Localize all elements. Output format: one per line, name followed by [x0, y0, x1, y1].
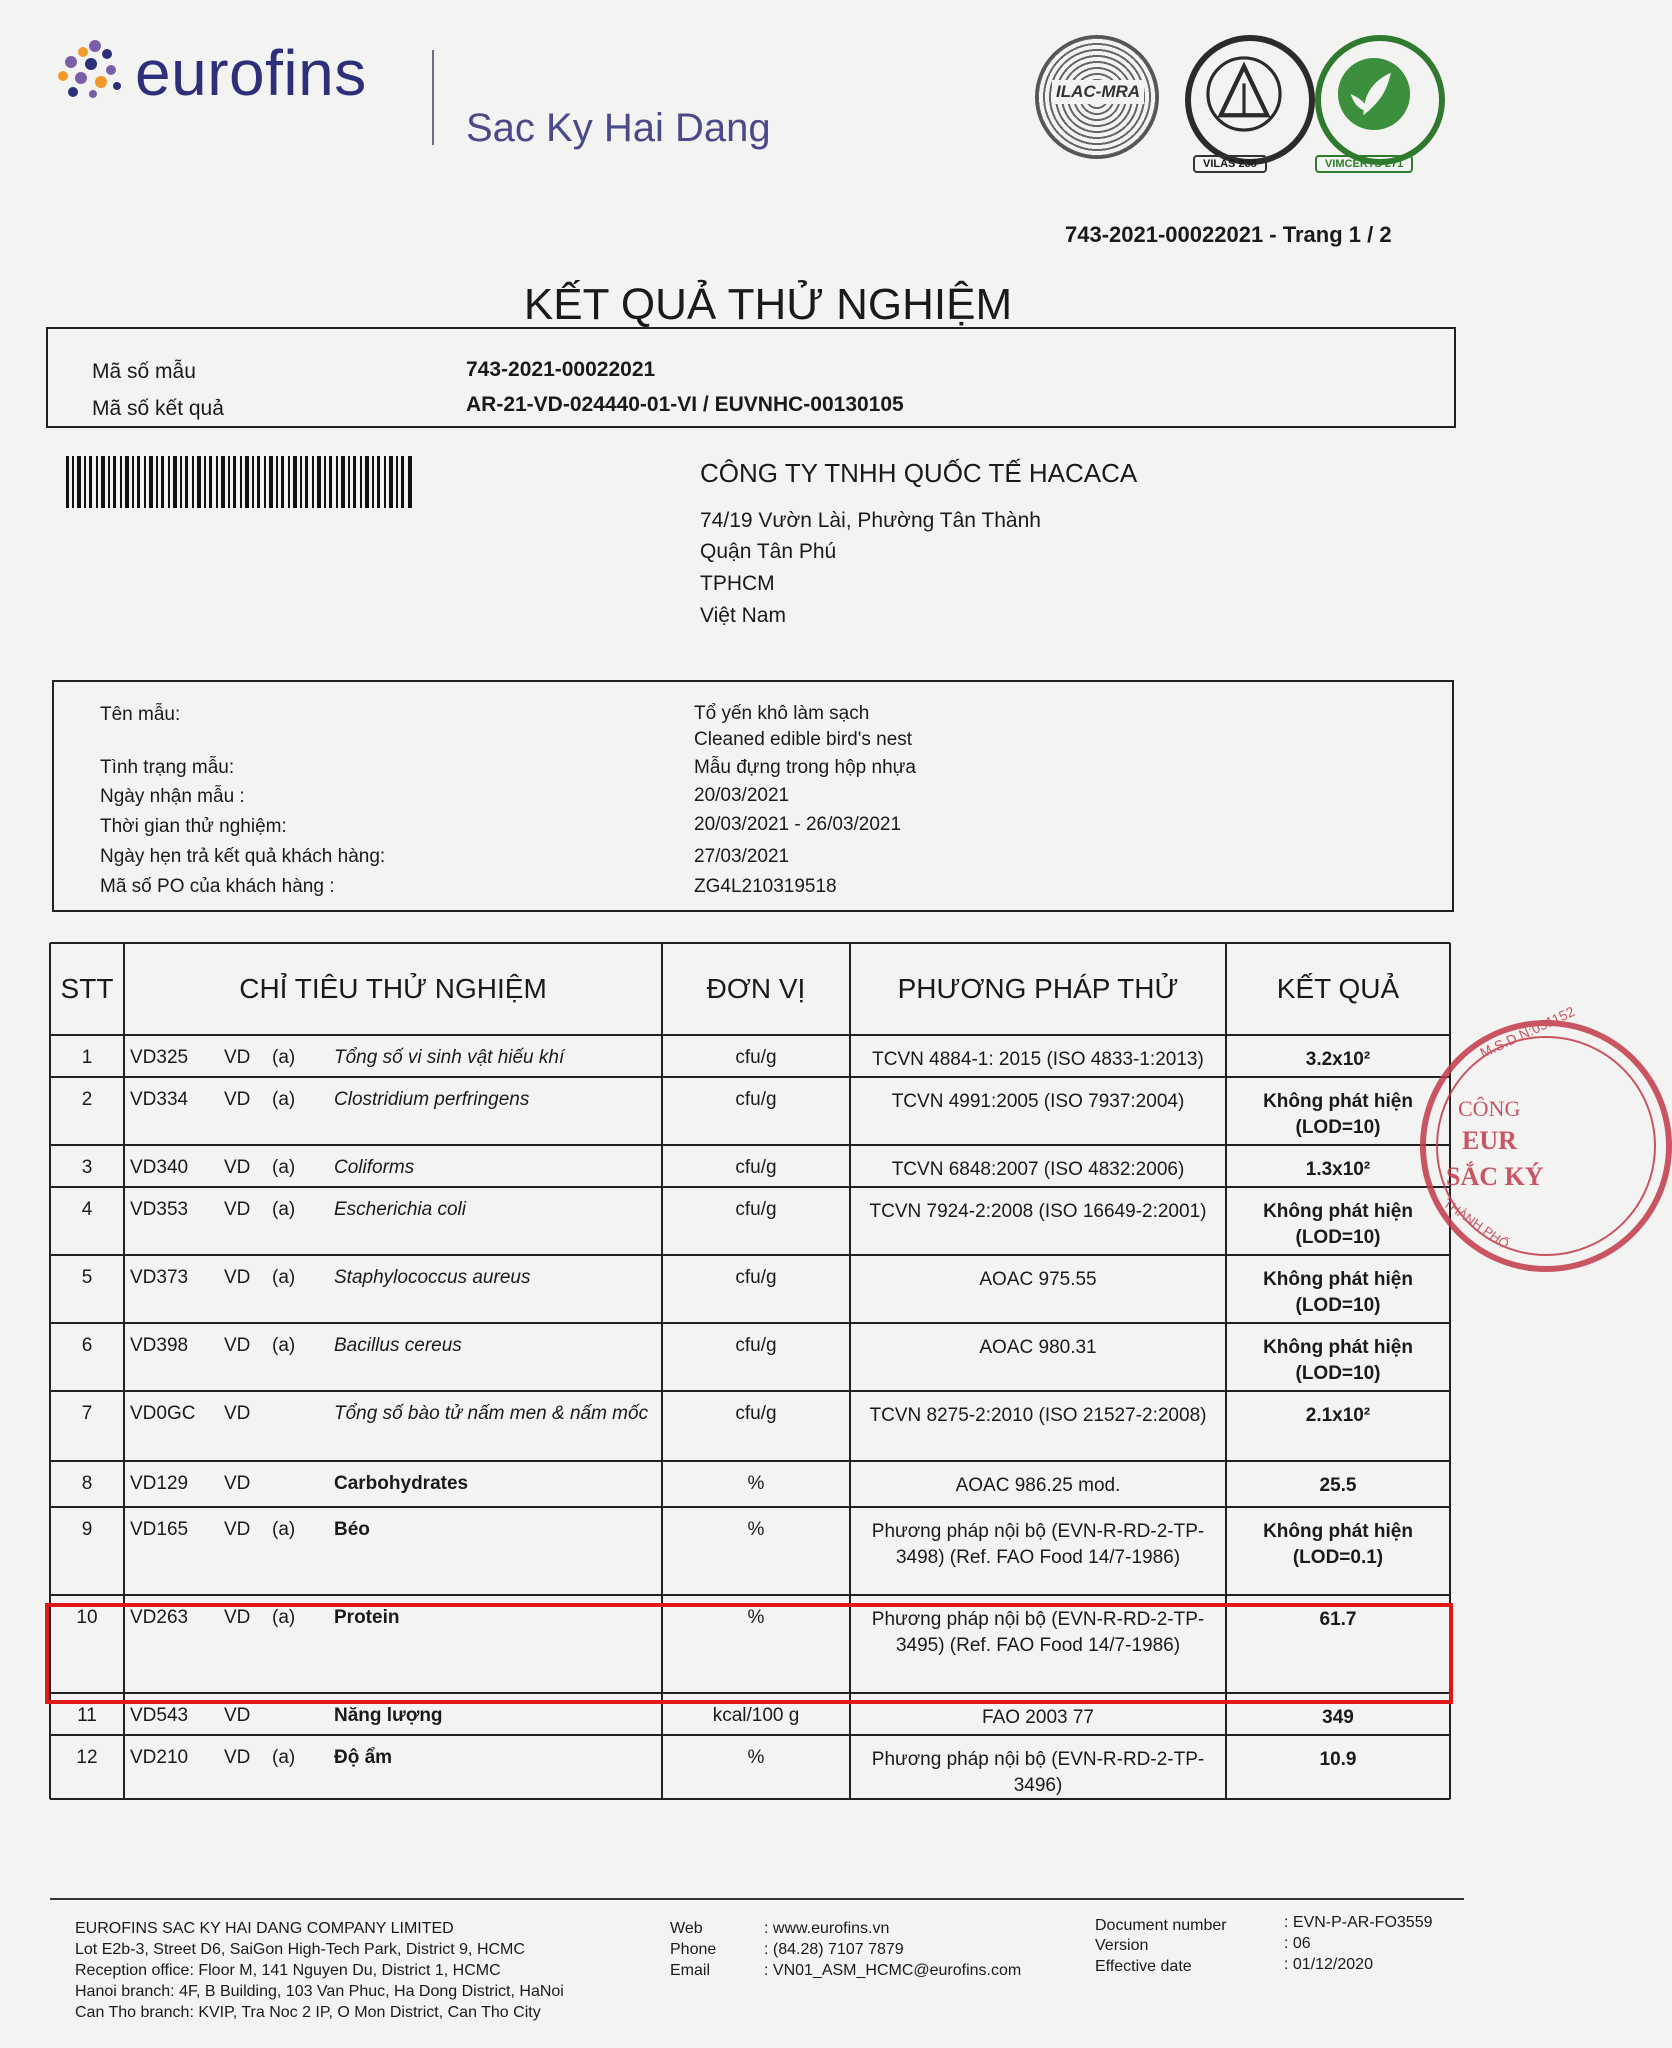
column-header: ĐƠN VỊ: [706, 973, 806, 1004]
barcode-icon: [66, 456, 414, 508]
row-result: Không phát hiện (LOD=10): [1263, 1337, 1413, 1384]
row-method: TCVN 6848:2007 (ISO 4832:2006): [891, 1159, 1185, 1180]
row-method: TCVN 7924-2:2008 (ISO 16649-2:2001): [869, 1201, 1207, 1222]
brand-name: eurofins: [135, 37, 367, 109]
sample-code: 743-2021-00022021: [466, 358, 656, 381]
row-accreditation: [272, 1705, 312, 1735]
header-divider: [432, 50, 434, 145]
row-stt: 2: [81, 1089, 93, 1110]
received-date-label: Ngày nhận mẫu :: [100, 786, 245, 807]
row-accreditation: (a): [272, 1199, 296, 1220]
row-test-name: Năng lượng: [334, 1705, 443, 1726]
row-stt: 8: [81, 1473, 93, 1494]
row-unit: %: [747, 1519, 765, 1540]
row-code: VD0GC: [130, 1403, 196, 1424]
row-result: Không phát hiện (LOD=10): [1263, 1201, 1413, 1248]
row-stt: 4: [81, 1199, 93, 1220]
row-result: 25.5: [1319, 1475, 1357, 1496]
stamp-ring-text: M.S.D.N:031152: [1477, 1003, 1578, 1061]
ilac-mra-text: ILAC-MRA: [1052, 80, 1144, 104]
test-time: 20/03/2021 - 26/03/2021: [694, 814, 902, 835]
email-link[interactable]: : VN01_ASM_HCMC@eurofins.com: [764, 1962, 1022, 1979]
row-unit: kcal/100 g: [712, 1705, 800, 1726]
leaf-icon: [1321, 41, 1427, 147]
sample-name-en: Cleaned edible bird's nest: [694, 729, 913, 750]
row-code: VD398: [130, 1335, 189, 1356]
due-date-label: Ngày hẹn trả kết quả khách hàng:: [100, 846, 386, 867]
row-result: 10.9: [1319, 1749, 1357, 1770]
brand-subtitle: Sac Ky Hai Dang: [466, 106, 771, 150]
footer-address-2: Reception office: Floor M, 141 Nguyen Du, District 1, HCMC: [75, 1962, 501, 1979]
client-address-2: Quận Tân Phú: [700, 540, 837, 563]
row-stt: 9: [81, 1519, 93, 1540]
row-code: VD165: [130, 1519, 189, 1540]
version-label: Version: [1095, 1937, 1149, 1954]
row-test-name: Coliforms: [334, 1157, 415, 1178]
column-header: STT: [60, 973, 114, 1004]
po-number: ZG4L210319518: [694, 876, 837, 897]
row-test-name: Clostridium perfringens: [334, 1089, 530, 1110]
row-test-name: Escherichia coli: [334, 1199, 466, 1220]
stamp-line2: EUR: [1462, 1126, 1517, 1155]
row-test-name: Protein: [334, 1607, 400, 1628]
result-code: AR-21-VD-024440-01-VI / EUVNHC-00130105: [466, 393, 904, 416]
row-test-name: Staphylococcus aureus: [334, 1267, 531, 1288]
row-unit: cfu/g: [735, 1335, 777, 1356]
effective-label: Effective date: [1095, 1958, 1192, 1975]
row-lab: VD: [224, 1473, 251, 1494]
row-lab: VD: [224, 1403, 251, 1424]
row-accreditation: (a): [272, 1335, 296, 1356]
row-method: TCVN 8275-2:2010 (ISO 21527-2:2008): [869, 1405, 1207, 1426]
row-code: VD543: [130, 1705, 189, 1726]
row-lab: VD: [224, 1747, 251, 1768]
received-date: 20/03/2021: [694, 785, 790, 806]
footer-address-4: Can Tho branch: KVIP, Tra Noc 2 IP, O Mon District, Can Tho City: [75, 2004, 541, 2021]
due-date: 27/03/2021: [694, 846, 790, 867]
row-stt: 1: [81, 1047, 93, 1068]
row-method: TCVN 4991:2005 (ISO 7937:2004): [891, 1091, 1185, 1112]
row-method: FAO 2003 77: [982, 1707, 1094, 1728]
web-link[interactable]: : www.eurofins.vn: [764, 1920, 890, 1937]
row-stt: 7: [81, 1403, 93, 1424]
boa-seal-icon: [1185, 35, 1315, 165]
row-result: 349: [1322, 1707, 1354, 1728]
row-lab: VD: [224, 1267, 251, 1288]
row-lab: VD: [224, 1607, 251, 1628]
row-test-name: Bacillus cereus: [334, 1335, 462, 1356]
row-test-name: Tổng số vi sinh vật hiếu khí: [334, 1047, 565, 1068]
version-value: : 06: [1284, 1935, 1311, 1952]
row-unit: cfu/g: [735, 1089, 777, 1110]
client-address-1: 74/19 Vườn Lài, Phường Tân Thành: [700, 509, 1041, 532]
row-stt: 3: [81, 1157, 93, 1178]
footer-company: EUROFINS SAC KY HAI DANG COMPANY LIMITED: [75, 1920, 454, 1937]
row-accreditation: (a): [272, 1267, 296, 1288]
row-stt: 10: [76, 1607, 98, 1628]
ilac-mra-seal-icon: [1035, 35, 1159, 159]
row-accreditation: (a): [272, 1157, 296, 1178]
row-result: Không phát hiện (LOD=10): [1263, 1269, 1413, 1316]
row-unit: cfu/g: [735, 1267, 777, 1288]
email-label: Email: [670, 1962, 711, 1979]
row-method: AOAC 980.31: [979, 1337, 1097, 1358]
row-method: Phương pháp nội bộ (EVN-R-RD-2-TP-3498) (Ref. FAO Food 14/7-1986): [871, 1521, 1205, 1568]
row-unit: %: [747, 1607, 765, 1628]
stamp-line1: CÔNG: [1458, 1096, 1521, 1121]
footer-divider: [50, 1898, 1464, 1900]
row-unit: %: [747, 1473, 765, 1494]
footer-address-3: Hanoi branch: 4F, B Building, 103 Van Phuc, Ha Dong District, HaNoi: [75, 1983, 564, 2000]
row-code: VD325: [130, 1047, 189, 1068]
page-title: KẾT QUẢ THỬ NGHIỆM: [523, 280, 1013, 329]
vimcerts-tag: VIMCERTS 271: [1315, 155, 1413, 173]
row-stt: 11: [77, 1705, 97, 1726]
eurofins-dots-icon: [55, 38, 125, 98]
row-accreditation: (a): [272, 1607, 296, 1628]
row-result: Không phát hiện (LOD=0.1): [1263, 1521, 1413, 1568]
row-method: AOAC 975.55: [979, 1269, 1097, 1290]
highlight-protein-row: [45, 1603, 1453, 1704]
sample-name-vi: Tổ yến khô làm sạch: [694, 703, 870, 724]
row-accreditation: [272, 1403, 312, 1461]
sample-status: Mẫu đựng trong hộp nhựa: [694, 757, 916, 778]
row-method: Phương pháp nội bộ (EVN-R-RD-2-TP-3496): [871, 1749, 1205, 1796]
row-accreditation: (a): [272, 1047, 296, 1068]
row-method: Phương pháp nội bộ (EVN-R-RD-2-TP-3495) (Ref. FAO Food 14/7-1986): [871, 1609, 1205, 1656]
row-method: AOAC 986.25 mod.: [955, 1475, 1121, 1496]
effective-value: : 01/12/2020: [1284, 1956, 1373, 1973]
row-result: 3.2x10²: [1305, 1049, 1371, 1070]
row-lab: VD: [224, 1157, 251, 1178]
row-unit: cfu/g: [735, 1199, 777, 1220]
test-time-label: Thời gian thử nghiệm:: [100, 816, 287, 837]
row-stt: 6: [81, 1335, 93, 1356]
row-code: VD129: [130, 1473, 189, 1494]
row-code: VD210: [130, 1747, 189, 1768]
client-city: TPHCM: [700, 572, 775, 595]
row-accreditation: (a): [272, 1519, 296, 1540]
row-result: Không phát hiện (LOD=10): [1263, 1091, 1413, 1138]
docnum-label: Document number: [1095, 1917, 1227, 1934]
column-header: PHƯƠNG PHÁP THỬ: [897, 973, 1179, 1004]
footer-address-1: Lot E2b-3, Street D6, SaiGon High-Tech Park, District 9, HCMC: [75, 1941, 525, 1958]
row-result: 2.1x10²: [1305, 1405, 1371, 1426]
row-code: VD340: [130, 1157, 189, 1178]
row-lab: VD: [224, 1519, 251, 1540]
vilas-tag: VILAS 238: [1193, 155, 1267, 173]
row-lab: VD: [224, 1335, 251, 1356]
docnum-value: : EVN-P-AR-FO3559: [1284, 1914, 1433, 1931]
stamp-line3: SẮC KÝ: [1446, 1162, 1544, 1191]
phone-value: : (84.28) 7107 7879: [764, 1941, 904, 1958]
web-label: Web: [670, 1920, 703, 1937]
row-stt: 12: [76, 1747, 98, 1768]
row-accreditation: (a): [272, 1089, 296, 1110]
vimcerts-seal-icon: [1315, 35, 1445, 165]
row-stt: 5: [81, 1267, 93, 1288]
stamp-ring-text-2: THÀNH PHỐ: [1440, 1195, 1512, 1252]
row-lab: VD: [224, 1199, 251, 1220]
row-result: 61.7: [1319, 1609, 1357, 1630]
row-unit: cfu/g: [735, 1047, 777, 1068]
row-lab: VD: [224, 1047, 251, 1068]
row-lab: VD: [224, 1089, 251, 1110]
sample-status-label: Tình trạng mẫu:: [100, 757, 235, 778]
row-result: 1.3x10²: [1305, 1159, 1371, 1180]
sample-name-label: Tên mẫu:: [100, 704, 181, 725]
column-header: KẾT QUẢ: [1276, 973, 1400, 1004]
document-reference: 743-2021-00022021 - Trang 1 / 2: [1065, 222, 1392, 247]
eurofins-logo: [55, 32, 415, 112]
client-name: CÔNG TY TNHH QUỐC TẾ HACACA: [700, 458, 1138, 488]
row-unit: cfu/g: [735, 1403, 777, 1424]
row-test-name: Tổng số bào tử nấm men & nấm mốc: [334, 1403, 649, 1424]
row-code: VD334: [130, 1089, 189, 1110]
row-unit: cfu/g: [735, 1157, 777, 1178]
phone-label: Phone: [670, 1941, 717, 1958]
column-header: CHỈ TIÊU THỬ NGHIỆM: [239, 973, 547, 1004]
result-code-label: Mã số kết quả: [92, 397, 224, 420]
row-method: TCVN 4884-1: 2015 (ISO 4833-1:2013): [872, 1049, 1204, 1070]
row-accreditation: (a): [272, 1747, 296, 1768]
company-stamp: [1420, 1003, 1672, 1272]
row-code: VD263: [130, 1607, 189, 1628]
row-lab: VD: [224, 1705, 251, 1726]
accreditation-seals: [1035, 35, 1435, 185]
sample-code-label: Mã số mẫu: [92, 360, 196, 383]
row-code: VD353: [130, 1199, 189, 1220]
row-test-name: Độ ẩm: [334, 1747, 393, 1768]
row-test-name: Béo: [334, 1519, 370, 1540]
row-accreditation: [272, 1473, 312, 1507]
row-test-name: Carbohydrates: [334, 1473, 469, 1494]
row-unit: %: [747, 1747, 765, 1768]
row-code: VD373: [130, 1267, 189, 1288]
client-country: Việt Nam: [700, 604, 786, 627]
po-label: Mã số PO của khách hàng :: [100, 876, 335, 897]
boa-triangle-icon: [1191, 41, 1297, 147]
